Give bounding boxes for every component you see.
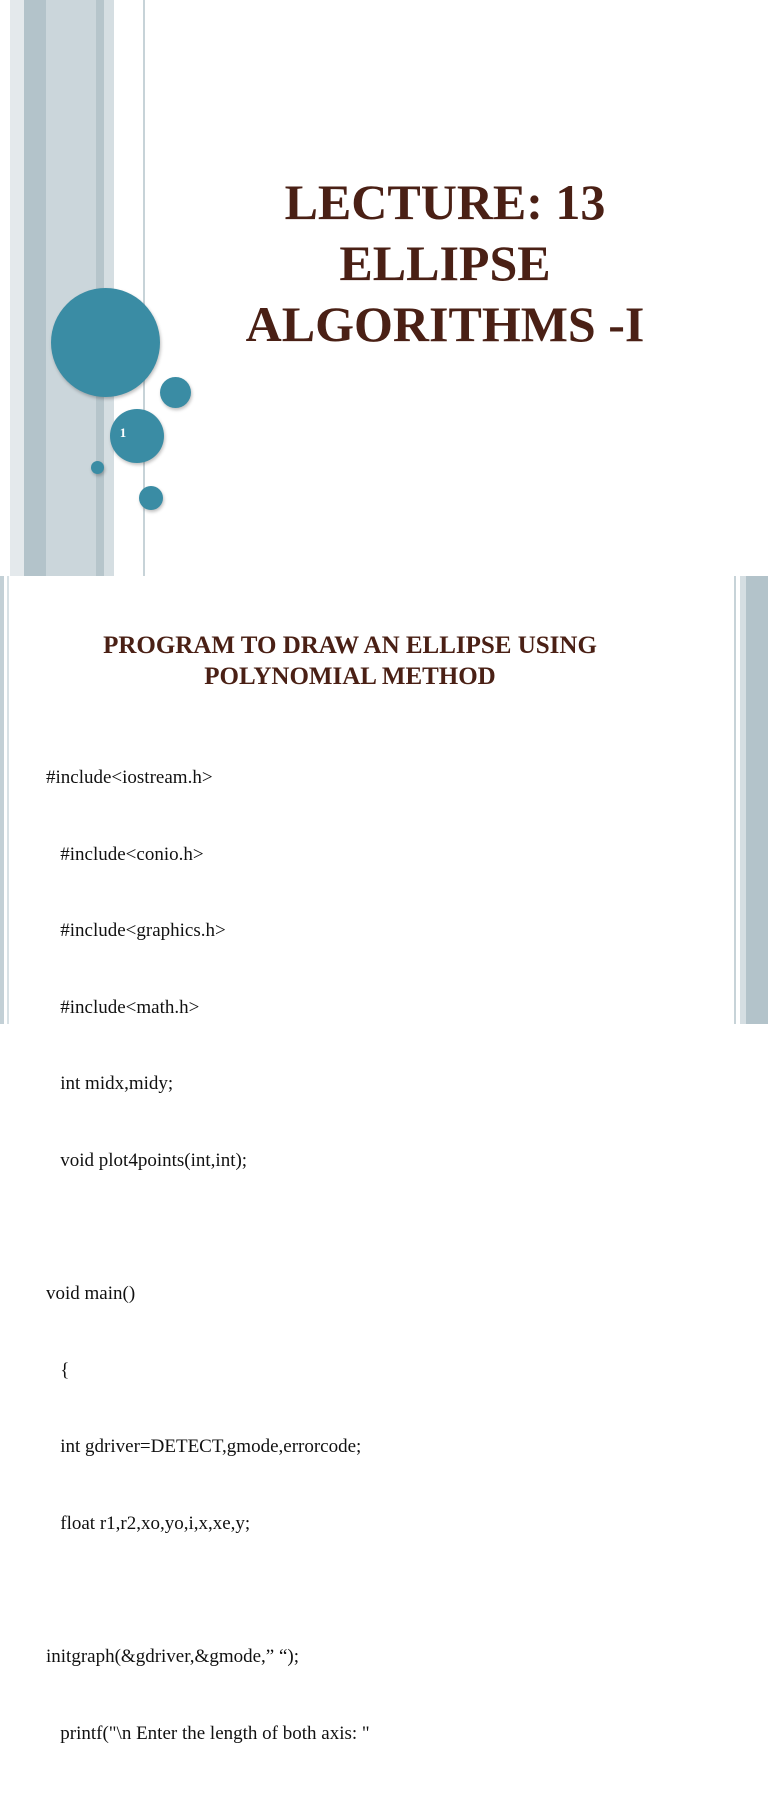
- code-line: void plot4points(int,int);: [46, 1149, 248, 1171]
- decor-circle-tiny: [91, 461, 104, 474]
- decor-band-dark: [24, 0, 46, 576]
- decor-circle-small: [160, 377, 191, 408]
- code-line: float r1,r2,xo,yo,i,x,xe,y;: [46, 1512, 251, 1534]
- code-line: #include<conio.h>: [46, 843, 204, 865]
- title-line: ELLIPSE: [339, 235, 551, 291]
- title-line: LECTURE: 13: [284, 174, 606, 230]
- code-gap: [46, 1224, 370, 1230]
- code-line: {: [46, 1359, 70, 1381]
- decor-band-light: [10, 0, 24, 576]
- code-listing: [46, 714, 370, 1797]
- title-line: ALGORITHMS -I: [245, 296, 645, 352]
- title-slide: [0, 0, 768, 576]
- decor-rule-left: [7, 576, 9, 1024]
- code-line: int gdriver=DETECT,gmode,errorcode;: [46, 1436, 362, 1457]
- code-gap: [46, 1587, 370, 1593]
- slide-title: [200, 172, 690, 355]
- decor-circle-large: [51, 288, 160, 397]
- decor-band-left: [0, 576, 4, 1024]
- code-line: int midx,midy;: [46, 1073, 174, 1094]
- decor-band-right-dark: [746, 576, 768, 1024]
- decor-circle-small-2: [139, 486, 163, 510]
- code-line: #include<graphics.h>: [46, 920, 226, 941]
- code-line: #include<iostream.h>: [46, 767, 213, 788]
- heading-line: PROGRAM TO DRAW AN ELLIPSE USING: [103, 632, 597, 659]
- decor-band-mid: [46, 0, 96, 576]
- code-line: printf("\n Enter the length of both axis: ": [46, 1722, 370, 1744]
- code-slide: [0, 576, 768, 1744]
- code-line: void main(): [46, 1283, 136, 1304]
- slide-heading: [20, 630, 680, 692]
- code-line: #include<math.h>: [46, 996, 200, 1018]
- decor-rule-right: [734, 576, 736, 1024]
- code-line: initgraph(&gdriver,&gmode,” “);: [46, 1646, 300, 1667]
- page-number: 1: [119, 425, 127, 440]
- heading-line: POLYNOMIAL METHOD: [204, 663, 496, 690]
